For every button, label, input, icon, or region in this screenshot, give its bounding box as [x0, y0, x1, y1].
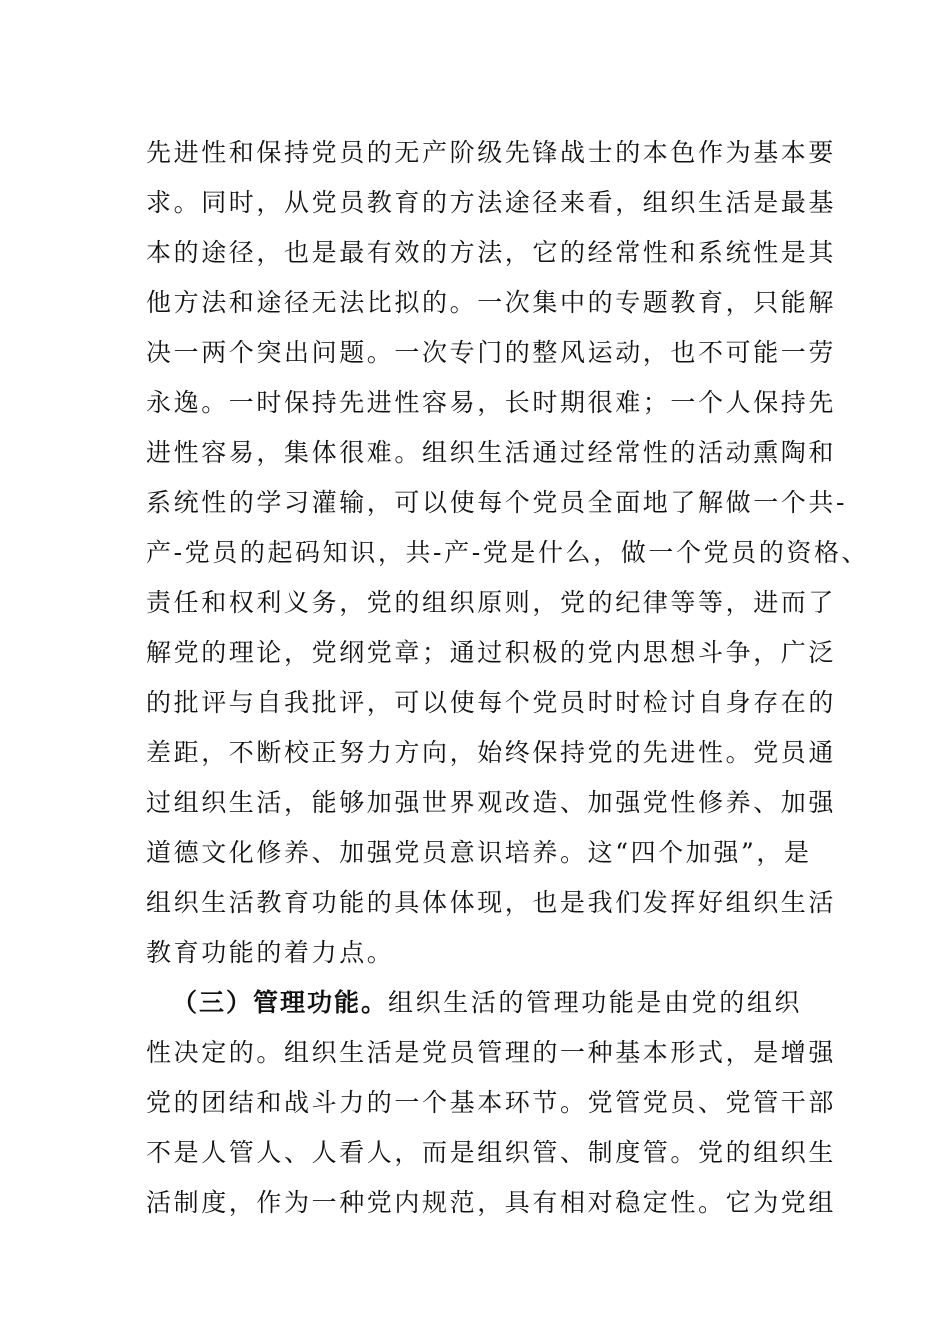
text-line: 性决定的。组织生活是党员管理的一种基本形式，是增强: [146, 1038, 837, 1067]
text-line: 不是人管人、人看人，而是组织管、制度管。党的组织生: [146, 1138, 837, 1167]
text-line: 教育功能的着力点。: [146, 938, 395, 967]
text-line: 他方法和途径无法比拟的。一次集中的专题教育，只能解: [146, 288, 837, 317]
text-line: 求。同时，从党员教育的方法途径来看，组织生活是最基: [146, 188, 837, 217]
text-line: 先进性和保持党员的无产阶级先锋战士的本色作为基本要: [146, 138, 837, 167]
text-line: 进性容易，集体很难。组织生活通过经常性的活动熏陶和: [146, 438, 837, 467]
text-line: 永逸。一时保持先进性容易，长时期很难；一个人保持先: [146, 388, 837, 417]
text-line: 道德文化修养、加强党员意识培养。这“四个加强”，是: [146, 838, 812, 867]
text-line: 差距，不断校正努力方向，始终保持党的先进性。党员通: [146, 738, 837, 767]
text-line: 党的团结和战斗力的一个基本环节。党管党员、党管干部: [146, 1088, 837, 1117]
text-line: 过组织生活，能够加强世界观改造、加强党性修养、加强: [146, 788, 837, 817]
paragraph-education-function: [146, 128, 870, 978]
text-line: 决一两个突出问题。一次专门的整风运动，也不可能一劳: [146, 338, 837, 367]
text-line: 产-党员的起码知识，共-产-党是什么，做一个党员的资格、: [146, 538, 870, 567]
text-line: 组织生活教育功能的具体体现，也是我们发挥好组织生活: [146, 888, 837, 917]
text-line: 的批评与自我批评，可以使每个党员时时检讨自身存在的: [146, 688, 837, 717]
paragraph-first-line: [146, 978, 836, 1028]
text-run: 组织生活的管理功能是由党的组织: [388, 988, 803, 1017]
paragraph-management-function: [146, 978, 836, 1228]
text-line: 解党的理论，党纲党章；通过积极的党内思想斗争，广泛: [146, 638, 837, 667]
text-line: 活制度，作为一种党内规范，具有相对稳定性。它为党组: [146, 1188, 837, 1217]
text-line: 责任和权利义务，党的组织原则，党的纪律等等，进而了: [146, 588, 837, 617]
text-line: 本的途径，也是最有效的方法，它的经常性和系统性是其: [146, 238, 837, 267]
text-line: 系统性的学习灌输，可以使每个党员全面地了解做一个共-: [146, 488, 848, 517]
section-heading: （三）管理功能。: [172, 988, 389, 1017]
